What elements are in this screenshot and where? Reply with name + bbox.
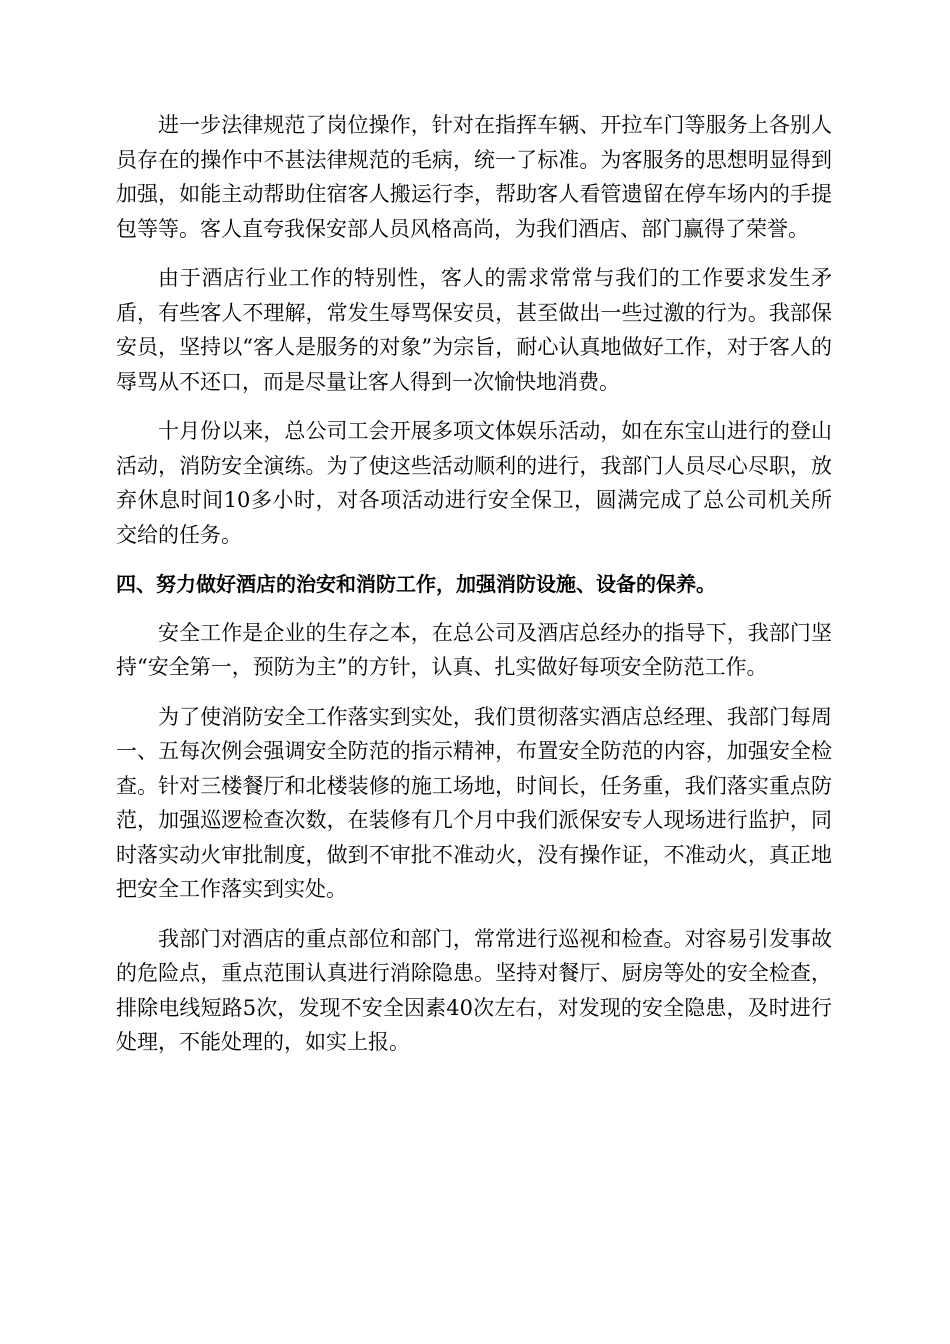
paragraph-job-standards: 进一步法律规范了岗位操作，针对在指挥车辆、开拉车门等服务上各别人员存在的操作中不甚法律规范的毛病，统一了标准。为客服务的思想明显得到加强，如能主动帮助住宿客人搬运行李，帮助客人看管遗留在停车场内的手提包等等。客人直夸我保安部人员风格高尚，为我们酒店、部门赢得了荣誉。 (116, 113, 832, 241)
paragraph-union-activities: 十月份以来，总公司工会开展多项文体娱乐活动，如在东宝山进行的登山活动，消防安全演练。为了使这些活动顺利的进行，我部门人员尽心尽职，放弃休息时间10多小时，对各项活动进行安全保卫，圆满完成了总公司机关所交给的任务。 (116, 419, 832, 547)
paragraph-inspections: 我部门对酒店的重点部位和部门，常常进行巡视和检查。对容易引发事故的危险点，重点范围认真进行消除隐患。坚持对餐厅、厨房等处的安全检查，排除电线短路5次，发现不安全因素40次左右，对发现的安全隐患，及时进行处理，不能处理的，如实上报。 (116, 926, 832, 1054)
paragraph-customer-conflicts: 由于酒店行业工作的特别性，客人的需求常常与我们的工作要求发生矛盾，有些客人不理解，常发生辱骂保安员，甚至做出一些过激的行为。我部保安员，坚持以“客人是服务的对象”为宗旨，耐心认真地做好工作，对于客人的辱骂从不还口，而是尽量让客人得到一次愉快地消费。 (116, 266, 832, 394)
paragraph-safety-policy: 安全工作是企业的生存之本，在总公司及酒店总经办的指导下，我部门坚持“安全第一，预防为主”的方针，认真、扎实做好每项安全防范工作。 (116, 620, 832, 679)
document-page (116, 108, 832, 1075)
paragraph-fire-safety-implementation: 为了使消防安全工作落实到实处，我们贯彻落实酒店总经理、我部门每周一、五每次例会强调安全防范的指示精神，布置安全防范的内容，加强安全检查。针对三楼餐厅和北楼装修的施工场地，时间长，任务重，我们落实重点防范，加强巡逻检查次数，在装修有几个月中我们派保安专人现场进行监护，同时落实动火审批制度，做到不审批不准动火，没有操作证，不准动火，真正地把安全工作落实到实处。 (116, 704, 832, 901)
section-heading-fire-safety: 四、努力做好酒店的治安和消防工作，加强消防设施、设备的保养。 (116, 572, 716, 596)
